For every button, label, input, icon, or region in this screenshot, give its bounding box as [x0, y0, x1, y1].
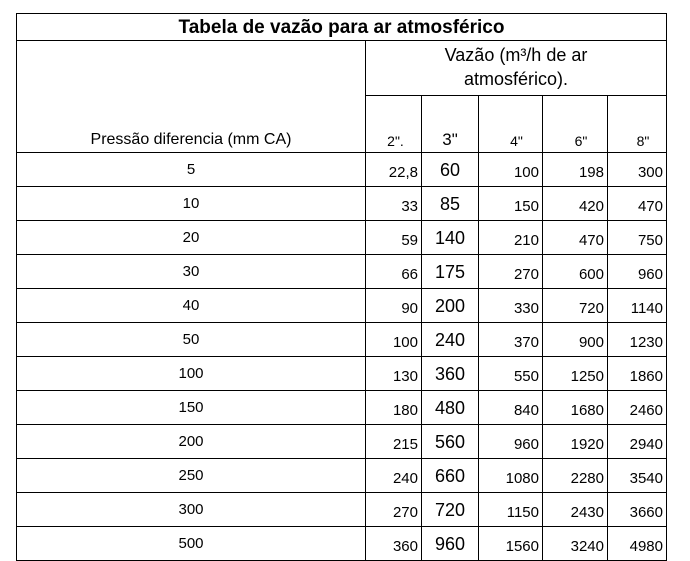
- flow-cell-6in: 420: [543, 187, 608, 221]
- table-row: [17, 323, 667, 357]
- flow-table-container: [16, 13, 667, 561]
- flow-cell-4in: 1080: [479, 459, 543, 493]
- flow-cell-4in: 100: [479, 153, 543, 187]
- flow-cell-4in: 1560: [479, 527, 543, 561]
- flow-cell-6in: 1250: [543, 357, 608, 391]
- pressure-cell: 200: [17, 425, 366, 459]
- pressure-cell: 30: [17, 255, 366, 289]
- table-row: [17, 425, 667, 459]
- size-header-8in: 8": [608, 96, 667, 153]
- flow-cell-2in: 270: [366, 493, 422, 527]
- flow-cell-6in: 2430: [543, 493, 608, 527]
- flow-cell-8in: 2940: [608, 425, 667, 459]
- flow-cell-3in: 960: [422, 527, 479, 561]
- pressure-cell: 150: [17, 391, 366, 425]
- flow-cell-8in: 1140: [608, 289, 667, 323]
- size-header-3in: 3": [422, 96, 479, 153]
- flow-cell-6in: 2280: [543, 459, 608, 493]
- flow-cell-8in: 470: [608, 187, 667, 221]
- flow-cell-4in: 370: [479, 323, 543, 357]
- flow-cell-8in: 750: [608, 221, 667, 255]
- flow-cell-8in: 300: [608, 153, 667, 187]
- flow-cell-2in: 90: [366, 289, 422, 323]
- flow-cell-2in: 240: [366, 459, 422, 493]
- flow-cell-2in: 180: [366, 391, 422, 425]
- flow-cell-6in: 470: [543, 221, 608, 255]
- flow-cell-2in: 59: [366, 221, 422, 255]
- flow-cell-2in: 360: [366, 527, 422, 561]
- size-header-2in: 2".: [366, 96, 422, 153]
- flow-cell-3in: 140: [422, 221, 479, 255]
- pressure-cell: 40: [17, 289, 366, 323]
- flow-cell-2in: 130: [366, 357, 422, 391]
- flow-cell-8in: 1860: [608, 357, 667, 391]
- flow-cell-3in: 360: [422, 357, 479, 391]
- table-row: [17, 459, 667, 493]
- pressure-column-header: Pressão diferencia (mm CA): [17, 41, 366, 153]
- size-header-4in: 4": [479, 96, 543, 153]
- flow-cell-4in: 840: [479, 391, 543, 425]
- flow-cell-6in: 198: [543, 153, 608, 187]
- flow-cell-8in: 3660: [608, 493, 667, 527]
- flow-cell-2in: 100: [366, 323, 422, 357]
- flow-cell-4in: 210: [479, 221, 543, 255]
- flow-cell-2in: 215: [366, 425, 422, 459]
- flow-cell-2in: 22,8: [366, 153, 422, 187]
- flow-group-header-line1: Vazão (m³/h de ar: [444, 45, 588, 65]
- pressure-cell: 50: [17, 323, 366, 357]
- table-row: [17, 391, 667, 425]
- pressure-cell: 250: [17, 459, 366, 493]
- flow-cell-3in: 60: [422, 153, 479, 187]
- flow-cell-8in: 1230: [608, 323, 667, 357]
- flow-cell-8in: 2460: [608, 391, 667, 425]
- flow-cell-4in: 330: [479, 289, 543, 323]
- table-row: [17, 221, 667, 255]
- pressure-cell: 100: [17, 357, 366, 391]
- flow-cell-8in: 3540: [608, 459, 667, 493]
- flow-cell-3in: 720: [422, 493, 479, 527]
- flow-cell-4in: 960: [479, 425, 543, 459]
- flow-cell-4in: 150: [479, 187, 543, 221]
- flow-cell-6in: 3240: [543, 527, 608, 561]
- flow-cell-2in: 66: [366, 255, 422, 289]
- table-row: [17, 255, 667, 289]
- flow-cell-3in: 175: [422, 255, 479, 289]
- flow-cell-8in: 960: [608, 255, 667, 289]
- pressure-cell: 5: [17, 153, 366, 187]
- flow-cell-4in: 550: [479, 357, 543, 391]
- flow-cell-6in: 1920: [543, 425, 608, 459]
- flow-cell-6in: 1680: [543, 391, 608, 425]
- flow-cell-2in: 33: [366, 187, 422, 221]
- flow-group-header: [366, 41, 667, 96]
- flow-cell-6in: 720: [543, 289, 608, 323]
- flow-cell-3in: 480: [422, 391, 479, 425]
- table-title: Tabela de vazão para ar atmosférico: [17, 14, 667, 41]
- flow-cell-6in: 900: [543, 323, 608, 357]
- flow-cell-4in: 270: [479, 255, 543, 289]
- flow-cell-3in: 200: [422, 289, 479, 323]
- flow-cell-8in: 4980: [608, 527, 667, 561]
- table-row: [17, 289, 667, 323]
- table-row: [17, 357, 667, 391]
- flow-cell-3in: 240: [422, 323, 479, 357]
- flow-table: [16, 13, 667, 561]
- table-row: [17, 527, 667, 561]
- flow-group-header-line2: atmosférico).: [463, 69, 569, 89]
- table-row: [17, 187, 667, 221]
- flow-cell-3in: 560: [422, 425, 479, 459]
- pressure-cell: 300: [17, 493, 366, 527]
- flow-cell-3in: 660: [422, 459, 479, 493]
- pressure-cell: 10: [17, 187, 366, 221]
- size-header-6in: 6": [543, 96, 608, 153]
- flow-cell-6in: 600: [543, 255, 608, 289]
- flow-cell-4in: 1150: [479, 493, 543, 527]
- table-row: [17, 153, 667, 187]
- pressure-cell: 20: [17, 221, 366, 255]
- flow-cell-3in: 85: [422, 187, 479, 221]
- pressure-cell: 500: [17, 527, 366, 561]
